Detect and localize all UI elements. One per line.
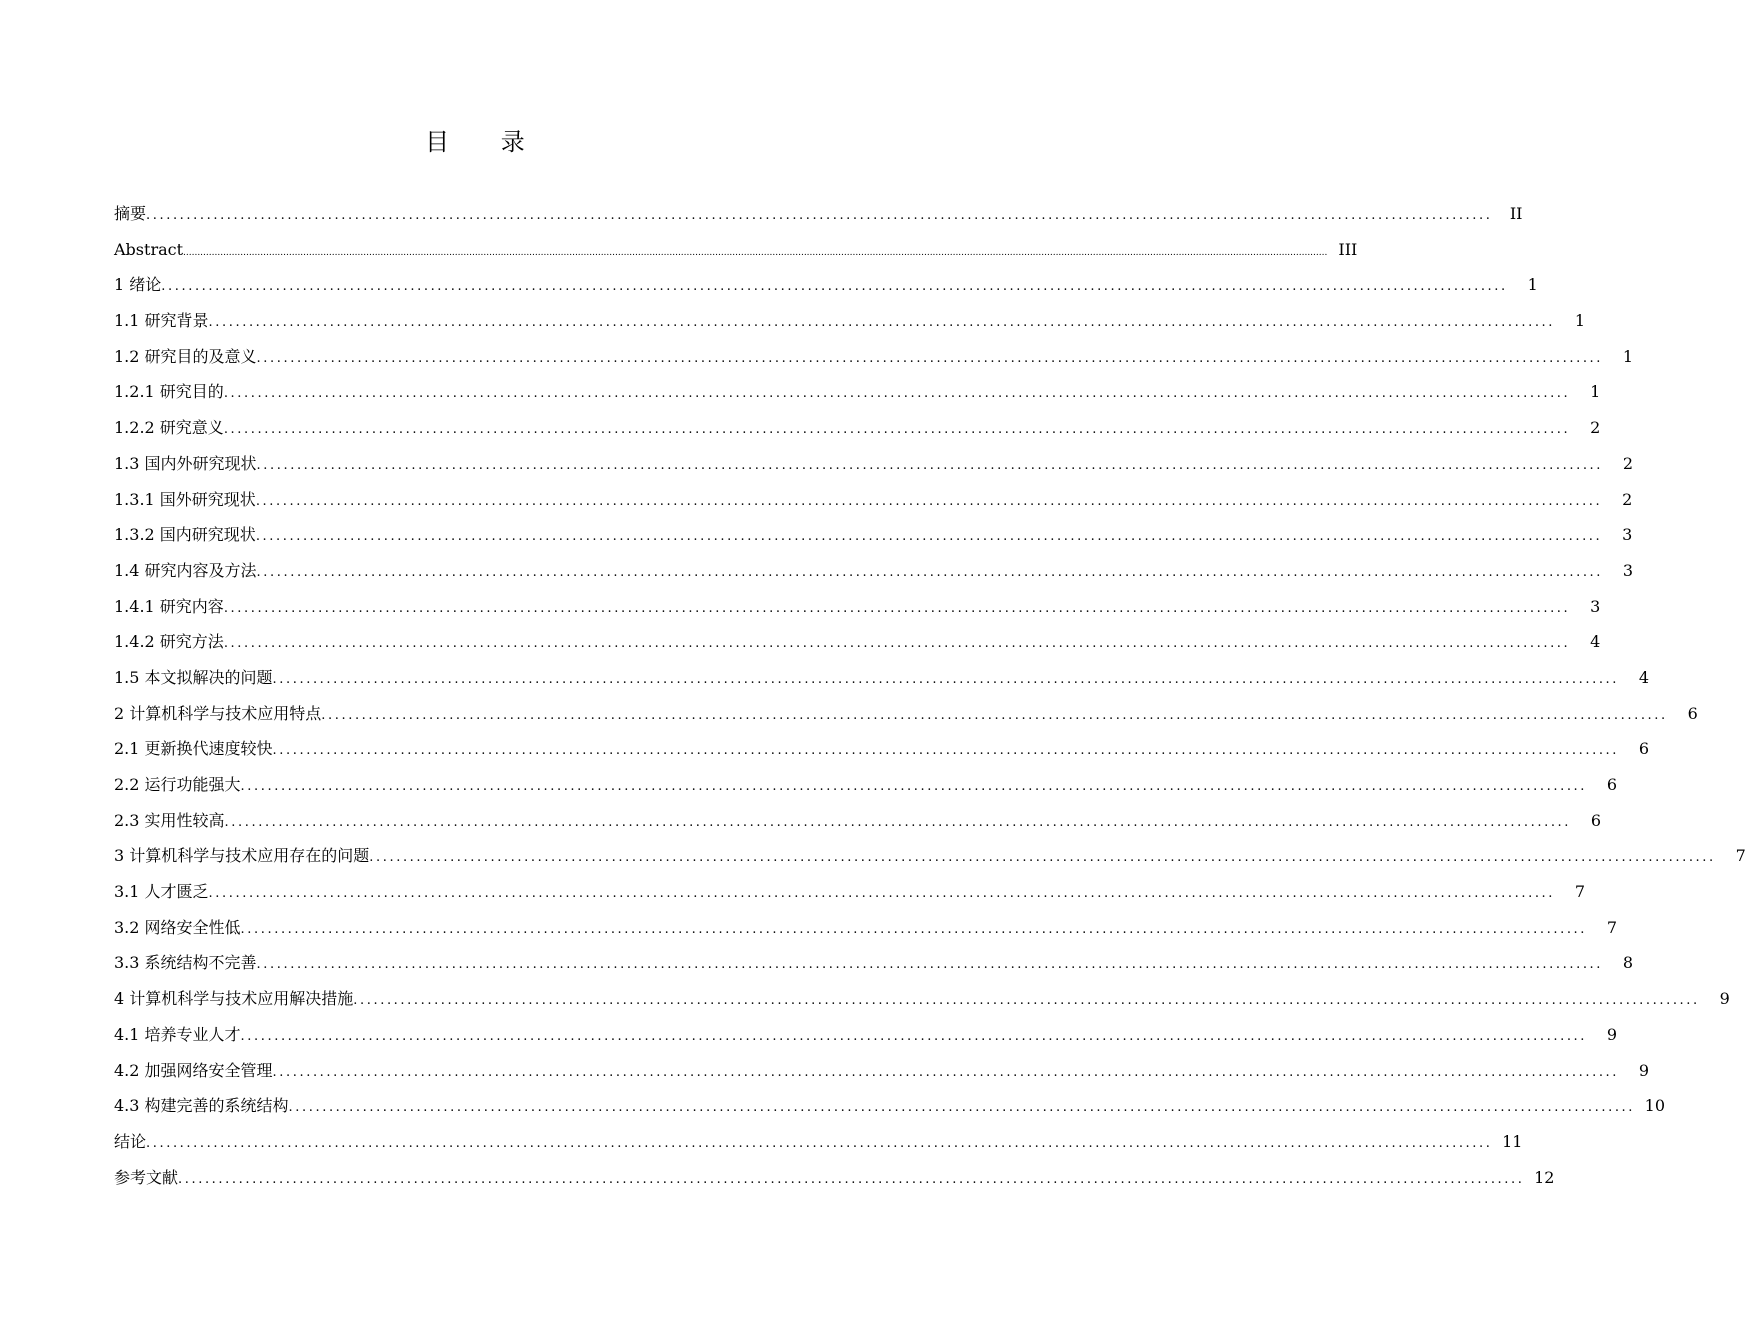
toc-entry[interactable]	[114, 660, 1650, 696]
toc-entry[interactable]	[114, 803, 1602, 839]
toc-entry-label: 2 计算机科学与技术应用特点	[114, 703, 322, 723]
toc-entry-label: 3.2 网络安全性低	[114, 917, 241, 937]
toc-dot-leader: ........................................................................................................................................................................................................	[255, 493, 1603, 509]
toc-entry[interactable]	[114, 232, 1358, 268]
toc-entry[interactable]	[114, 1017, 1618, 1053]
toc-dot-leader: ........................................................................................................................................................................................................	[321, 707, 1668, 723]
toc-page-number: 8	[1622, 953, 1634, 973]
toc-page-number: 7	[1735, 846, 1746, 866]
toc-dot-leader: ........................................................................................................................................................................................................	[369, 850, 1716, 866]
toc-entry[interactable]	[114, 267, 1538, 303]
toc-page-number: 6	[1638, 739, 1650, 759]
toc-entry[interactable]	[114, 1088, 1666, 1124]
toc-dot-leader: ........................................................................................................................................................................................................	[288, 1100, 1636, 1116]
page-title: 目 录	[425, 128, 547, 156]
toc-entry[interactable]	[114, 482, 1633, 518]
toc-page-number: 6	[1606, 775, 1618, 794]
toc-page-number: 3	[1622, 525, 1633, 545]
toc-entry-label: 1.2.1 研究目的	[114, 382, 224, 402]
toc-entry-label: 1.5 本文拟解决的问题	[114, 667, 273, 687]
toc-page-number: 12	[1534, 1167, 1555, 1187]
toc-entry-label: 3 计算机科学与技术应用存在的问题	[114, 846, 370, 866]
toc-entry[interactable]	[114, 1160, 1555, 1196]
toc-page-number: 9	[1606, 1024, 1618, 1044]
toc-dot-leader: ........................................................................................................................................................................................................	[256, 957, 1604, 973]
toc-dot-leader: ........................................................................................................................................................................................................	[223, 386, 1571, 402]
toc-entry-label: 1.3.2 国内研究现状	[114, 525, 256, 545]
toc-dot-leader: ........................................................................................................................................................................................................	[224, 814, 1572, 830]
toc-page-number: 2	[1590, 418, 1601, 438]
toc-entry-label: 2.1 更新换代速度较快	[114, 739, 273, 759]
toc-dot-leader: ........................................................................................................................................................................................................	[272, 743, 1620, 759]
toc-page-number: 7	[1606, 917, 1618, 937]
toc-entry[interactable]	[114, 1124, 1523, 1160]
toc-dot-leader: ........................................................................................................................................................................................................	[208, 315, 1556, 331]
toc-entry[interactable]	[114, 196, 1523, 232]
toc-page-number: 1	[1574, 311, 1586, 331]
toc-list	[114, 196, 1746, 1195]
toc-entry[interactable]	[114, 589, 1601, 625]
toc-entry-label: 结论	[114, 1131, 147, 1151]
toc-page-number: 3	[1622, 560, 1634, 580]
toc-entry-label: 1 绪论	[114, 275, 162, 295]
toc-entry[interactable]	[114, 731, 1650, 767]
toc-entry[interactable]	[114, 696, 1698, 732]
toc-dot-leader: ........................................................................................................................................................................................................	[256, 457, 1604, 473]
toc-page-number: 10	[1644, 1096, 1666, 1116]
toc-entry-label: 4.3 构建完善的系统结构	[114, 1096, 289, 1116]
toc-entry[interactable]	[114, 624, 1601, 660]
toc-entry-label: 1.4 研究内容及方法	[114, 560, 257, 580]
toc-dot-leader: ........................................................................................................................................................................................................	[353, 993, 1700, 1009]
toc-page-number: 7	[1574, 882, 1586, 902]
toc-entry[interactable]	[114, 910, 1618, 946]
toc-entry-label: 3.1 人才匮乏	[114, 882, 209, 902]
toc-entry[interactable]	[114, 767, 1618, 803]
toc-page-number: 1	[1527, 275, 1538, 295]
toc-entry-label: 参考文献	[114, 1167, 179, 1187]
toc-page-number: 6	[1590, 810, 1602, 830]
toc-page-number: 11	[1502, 1131, 1523, 1151]
toc-entry-label: 1.4.2 研究方法	[114, 632, 224, 652]
toc-page-number: 3	[1590, 596, 1601, 616]
toc-entry[interactable]	[114, 553, 1634, 589]
toc-page-number: 1	[1590, 382, 1601, 402]
toc-dot-leader: ........................................................................................................................................................................................................	[146, 208, 1493, 223]
toc-entry-label: 摘要	[114, 204, 147, 223]
toc-entry-label: 4.1 培养专业人才	[114, 1024, 241, 1044]
toc-page-number: 9	[1638, 1060, 1650, 1080]
toc-entry[interactable]	[114, 945, 1634, 981]
toc-entry[interactable]	[114, 303, 1586, 339]
toc-entry-label: 1.1 研究背景	[114, 311, 209, 331]
toc-dot-leader: ........................................................................................................................................................................................................	[178, 1171, 1525, 1187]
toc-dot-leader: ........................................................................................................................................................................................................	[240, 921, 1588, 937]
toc-dot-leader: ........................................................................................................................................................................................................	[256, 350, 1604, 366]
toc-page-number: 2	[1622, 453, 1634, 473]
toc-dot-leader: ........................................................................................................................................................................................................	[223, 600, 1571, 616]
toc-dot-leader: ........................................................................................................................................................................................................	[223, 422, 1571, 438]
toc-dot-leader: ........................................................................................................................................................................................................	[272, 671, 1620, 687]
toc-page-number: 9	[1719, 989, 1730, 1009]
toc-entry[interactable]	[114, 374, 1601, 410]
toc-entry[interactable]	[114, 838, 1746, 874]
toc-dot-leader: ........................................................................................................................................................................................................	[255, 529, 1603, 545]
toc-dot-leader: ................................................................................................................................................................................................................................................................................................................................................................................................................	[183, 247, 1328, 258]
toc-dot-leader: ........................................................................................................................................................................................................	[272, 1064, 1620, 1080]
toc-dot-leader: ........................................................................................................................................................................................................	[223, 636, 1571, 652]
toc-dot-leader: ........................................................................................................................................................................................................	[146, 1135, 1493, 1151]
toc-entry-label: 4 计算机科学与技术应用解决措施	[114, 989, 354, 1009]
toc-entry-label: 2.2 运行功能强大	[114, 775, 241, 794]
toc-entry[interactable]	[114, 517, 1633, 553]
toc-dot-leader: ........................................................................................................................................................................................................	[161, 279, 1508, 295]
toc-entry-label: 3.3 系统结构不完善	[114, 953, 257, 973]
toc-entry-label: 1.2 研究目的及意义	[114, 346, 257, 366]
toc-page-number: II	[1509, 204, 1523, 223]
toc-entry[interactable]	[114, 446, 1634, 482]
toc-page-number: 1	[1622, 346, 1634, 366]
toc-page-number: 2	[1622, 489, 1633, 509]
toc-entry[interactable]	[114, 874, 1586, 910]
toc-dot-leader: ........................................................................................................................................................................................................	[240, 1028, 1588, 1044]
toc-page-number: 6	[1687, 703, 1698, 723]
toc-entry[interactable]	[114, 339, 1634, 375]
toc-dot-leader: ........................................................................................................................................................................................................	[208, 886, 1556, 902]
toc-entry-label: 1.4.1 研究内容	[114, 596, 224, 616]
toc-page-number: 4	[1638, 667, 1650, 687]
toc-entry[interactable]	[114, 410, 1601, 446]
toc-entry-label: 2.3 实用性较高	[114, 810, 225, 830]
toc-entry[interactable]	[114, 981, 1730, 1017]
toc-dot-leader: ........................................................................................................................................................................................................	[240, 779, 1588, 794]
toc-page-number: 4	[1590, 632, 1601, 652]
toc-entry[interactable]	[114, 1053, 1650, 1089]
toc-entry-label: 1.3 国内外研究现状	[114, 453, 257, 473]
toc-entry-label: 4.2 加强网络安全管理	[114, 1060, 273, 1080]
toc-entry-label: Abstract	[114, 239, 184, 259]
toc-entry-label: 1.3.1 国外研究现状	[114, 489, 256, 509]
toc-dot-leader: ........................................................................................................................................................................................................	[256, 564, 1604, 580]
toc-page-number: III	[1338, 239, 1358, 259]
toc-entry-label: 1.2.2 研究意义	[114, 418, 224, 438]
